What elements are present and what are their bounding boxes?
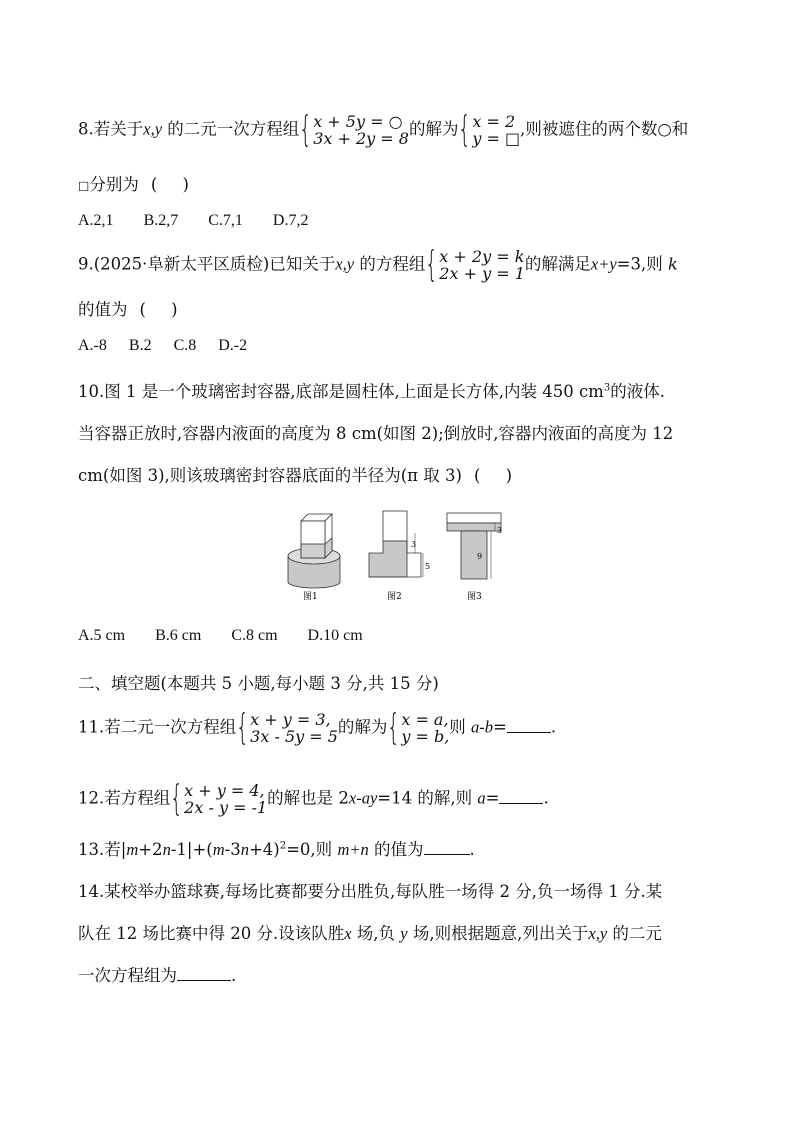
q13-text: +4) (248, 840, 280, 859)
dimension-label: 5 (425, 562, 431, 571)
left-brace: { (425, 244, 439, 285)
option-d[interactable]: D.7,2 (272, 212, 309, 229)
q14-text: 场,则根据题意,列出关于 (407, 924, 589, 943)
q10-line1: 10.图 1 是一个玻璃密封容器,底部是圆柱体,上面是长方体,内装 450 cm (78, 382, 604, 401)
q12-prefix: 12.若方程组 (78, 788, 171, 808)
left-brace: { (236, 707, 250, 748)
question-14-line-1 (78, 878, 662, 902)
dimension-label: 3 (411, 540, 417, 549)
figure-2-label: 图2 (387, 592, 402, 602)
q8-suffix: ,则被遮住的两个数○和 (520, 119, 689, 139)
q13-var: m+n (337, 840, 369, 859)
q9-vars: x,y (335, 254, 355, 274)
figure-3-label: 图3 (467, 592, 482, 602)
dimension-label: 3 (497, 526, 503, 535)
q9-prefix: 9.(2025·阜新太平区质检)已知关于 (78, 254, 336, 274)
equation-line: x + y = 4, (184, 781, 265, 800)
equation-line: x = a, (401, 710, 449, 729)
question-9-options (78, 337, 277, 355)
question-8-line-1 (78, 109, 689, 150)
q12-var: a (477, 788, 486, 808)
q12-expr: x-ay (348, 788, 378, 808)
q12-mid2: =14 的解,则 (377, 788, 478, 808)
question-10-options (78, 627, 393, 645)
q10-line3: cm(如图 3),则该玻璃密封容器底面的半径为(π 取 3) (78, 466, 462, 485)
q14-var: x,y (588, 924, 608, 943)
q13-var: n (162, 840, 171, 859)
q13-var: m (212, 840, 225, 859)
q12-eq: = (485, 788, 500, 808)
answer-blank[interactable] (507, 718, 551, 733)
q8-vars: x,y (143, 119, 163, 139)
option-b[interactable]: B.2 (128, 337, 152, 354)
container-figure (285, 503, 525, 603)
q13-text: +2 (138, 840, 163, 859)
question-10-line-1 (78, 378, 665, 402)
equation-line: y = □ (472, 129, 521, 148)
q11-mid: 的解为 (337, 717, 388, 737)
equation-line: y = b, (401, 727, 450, 746)
q9-cond2: =3,则 (616, 254, 663, 274)
superscript: 3 (603, 382, 611, 394)
square-symbol: □ (78, 178, 90, 193)
superscript: 2 (279, 840, 287, 852)
left-brace: { (170, 778, 184, 819)
q11-prefix: 11.若二元一次方程组 (78, 717, 237, 737)
question-8-options (78, 212, 338, 230)
q14-text: 的二元 (607, 924, 662, 943)
q8-mid: 的二元一次方程组 (162, 119, 300, 139)
period: . (231, 966, 237, 985)
equation-line: 3x + 2y = 8 (313, 129, 409, 148)
question-12 (78, 778, 549, 819)
question-10-line-3 (78, 462, 522, 486)
figure-1-label: 图1 (303, 592, 318, 602)
option-a[interactable]: A.-8 (78, 337, 107, 354)
q14-var: y (400, 924, 408, 943)
q13-text: 13.若| (78, 840, 127, 859)
answer-blank[interactable] (499, 789, 543, 804)
q13-text: =0,则 (286, 840, 338, 859)
q9-cond: x+y (590, 254, 617, 274)
option-d[interactable]: D.-2 (218, 337, 248, 354)
dimension-label: 9 (477, 552, 483, 561)
period: . (543, 788, 549, 808)
equation-line: x + 5y = ○ (313, 112, 403, 131)
q9-line2: 的值为 (78, 300, 128, 319)
q11-solution-system (387, 707, 450, 748)
question-13 (78, 836, 475, 860)
question-14-line-3 (78, 962, 236, 986)
equation-line: x + 2y = k (439, 247, 525, 266)
q8-line2: 分别为 (89, 175, 139, 194)
left-brace: { (387, 707, 401, 748)
option-b[interactable]: B.2,7 (143, 212, 179, 229)
q12-mid: 的解也是 2 (267, 788, 349, 808)
q13-var: n (240, 840, 249, 859)
left-brace: { (299, 109, 313, 150)
q11-equation-system (236, 707, 338, 748)
option-a[interactable]: A.5 cm (78, 627, 126, 644)
question-9-line-1 (78, 244, 678, 285)
q13-text: -1|+( (170, 840, 213, 859)
q14-text: 队在 12 场比赛中得 20 分.设该队胜 (78, 924, 345, 943)
section-heading: 二、填空题(本题共 5 小题,每小题 3 分,共 15 分) (78, 674, 439, 693)
q9-equation-system (425, 244, 525, 285)
q8-prefix: 8.若关于 (78, 119, 144, 139)
answer-paren: ( ) (139, 300, 188, 319)
question-11 (78, 707, 557, 748)
answer-paren: ( ) (473, 466, 523, 485)
option-b[interactable]: B.6 cm (155, 627, 202, 644)
q9-k: k (667, 254, 678, 274)
option-c[interactable]: C.8 (173, 337, 197, 354)
q13-var: m (126, 840, 139, 859)
q13-text: 的值为 (368, 840, 424, 859)
period: . (550, 717, 557, 737)
equation-line: 2x + y = 1 (439, 264, 525, 283)
figure-1-drawing (288, 514, 340, 588)
q8-solution-system (458, 109, 521, 150)
option-a[interactable]: A.2,1 (78, 212, 114, 229)
equation-line: x + y = 3, (250, 710, 331, 729)
equation-line: 3x - 5y = 5 (250, 727, 338, 746)
left-brace: { (458, 109, 472, 150)
q11-suffix-pre: 则 (449, 717, 472, 737)
option-d[interactable]: D.10 cm (307, 627, 363, 644)
answer-blank[interactable] (424, 840, 470, 855)
q9-mid2: 的解满足 (524, 254, 591, 274)
q11-expr: a-b (471, 717, 494, 737)
q8-mid2: 的解为 (408, 119, 459, 139)
q11-suffix: = (493, 717, 507, 737)
question-10-line-2 (78, 420, 673, 444)
question-9-line-2 (78, 296, 188, 320)
option-c[interactable]: C.7,1 (208, 212, 243, 229)
q10-line2: 当容器正放时,容器内液面的高度为 8 cm(如图 2);倒放时,容器内液面的高度为 12 (78, 424, 674, 443)
q14-text: 场,负 (351, 924, 396, 943)
question-14-line-2 (78, 920, 662, 944)
option-c[interactable]: C.8 cm (231, 627, 278, 644)
q8-equation-system (299, 109, 409, 150)
answer-blank[interactable] (177, 966, 231, 981)
equation-line: x = 2 (472, 112, 516, 131)
q10-line1b: 的液体. (610, 382, 665, 401)
equation-line: 2x - y = -1 (184, 798, 268, 817)
q12-equation-system (170, 778, 268, 819)
q14-line1: 14.某校举办篮球赛,每场比赛都要分出胜负,每队胜一场得 2 分,负一场得 1 分.某 (78, 882, 663, 901)
figure-3-drawing (447, 513, 501, 579)
q14-var: x (344, 924, 352, 943)
question-8-line-2 (78, 171, 199, 195)
period: . (469, 840, 475, 859)
answer-paren: ( ) (150, 175, 199, 194)
q9-mid: 的方程组 (354, 254, 426, 274)
q14-line3: 一次方程组为 (78, 966, 177, 985)
q13-text: -3 (224, 840, 241, 859)
